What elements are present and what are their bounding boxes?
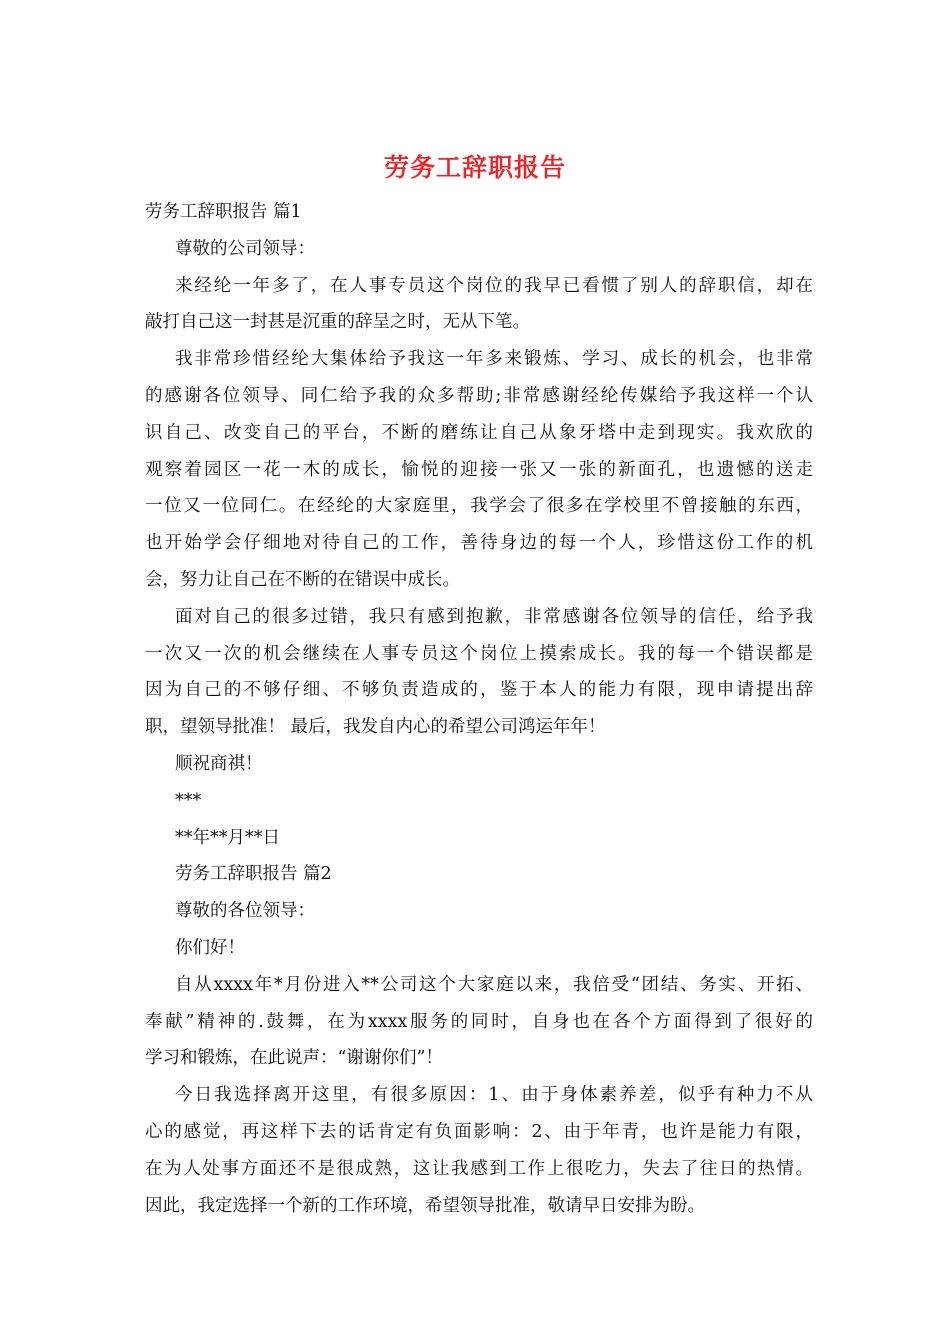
text-line: 的感谢各位领导、同仁给予我的众多帮助;非常感谢经纶传媒给予我这样一个认 [145,385,813,406]
text-line: 识自己、改变自己的平台，不断的磨练让自己从象牙塔中走到现实。我欢欣的 [145,422,813,443]
text-line: 尊敬的公司领导： [175,238,315,259]
text-line: 劳务工辞职报告 篇2 [175,864,332,885]
text-line: 学习和锻炼，在此说声：“谢谢你们”！ [145,1048,443,1069]
text-line: 敲打自己这一封甚是沉重的辞呈之时，无从下笔。 [145,312,530,333]
text-line: 职，望领导批准！ 最后，我发自内心的希望公司鸿运年年！ [145,717,606,738]
text-line: 因此，我定选择一个新的工作环境，希望领导批准，敬请早日安排为盼。 [145,1195,705,1216]
text-line: 心的感觉，再这样下去的话肯定有负面影响：2、由于年青，也许是能力有限， [145,1121,813,1142]
text-line: 劳务工辞职报告 篇1 [145,202,302,222]
text-line: 尊敬的各位领导： [175,901,315,922]
text-line: 你们好！ [175,937,245,958]
text-line: 一次又一次的机会继续在人事专员这个岗位上摸索成长。我的每一个错误都是 [145,643,813,664]
text-line: 因为自己的不够仔细、不够负责造成的，鉴于本人的能力有限，现申请提出辞 [145,680,813,701]
text-line: **年**月**日 [175,827,280,848]
text-line: 一位又一位同仁。在经纶的大家庭里，我学会了很多在学校里不曾接触的东西， [145,496,813,517]
text-line: 顺祝商祺！ [175,753,263,774]
text-line: 奉献”精神的.鼓舞，在为xxxx服务的同时，自身也在各个方面得到了很好的 [145,1011,813,1032]
text-line: 观察着园区一花一木的成长，愉悦的迎接一张又一张的新面孔，也遗憾的送走 [145,459,813,480]
text-line: 我非常珍惜经纶大集体给予我这一年多来锻炼、学习、成长的机会，也非常 [175,349,813,370]
text-line: 也开始学会仔细地对待自己的工作，善待身边的每一个人，珍惜这份工作的机 [145,533,813,554]
text-line: 面对自己的很多过错，我只有感到抱歉，非常感谢各位领导的信任，给予我 [175,606,813,627]
text-line: 会，努力让自己在不断的在错误中成长。 [145,569,460,590]
document-title: 劳务工辞职报告 [383,153,566,182]
text-line: 今日我选择离开这里，有很多原因：1、由于身体素养差，似乎有种力不从 [175,1085,813,1106]
text-line: *** [175,790,202,811]
text-line: 来经纶一年多了，在人事专员这个岗位的我早已看惯了别人的辞职信，却在 [175,275,813,296]
text-line: 自从xxxx年*月份进入**公司这个大家庭以来，我倍受“团结、务实、开拓、 [175,974,813,995]
document-body [145,194,813,1224]
text-line: 在为人处事方面还不是很成熟，这让我感到工作上很吃力，失去了往日的热情。 [145,1158,813,1179]
